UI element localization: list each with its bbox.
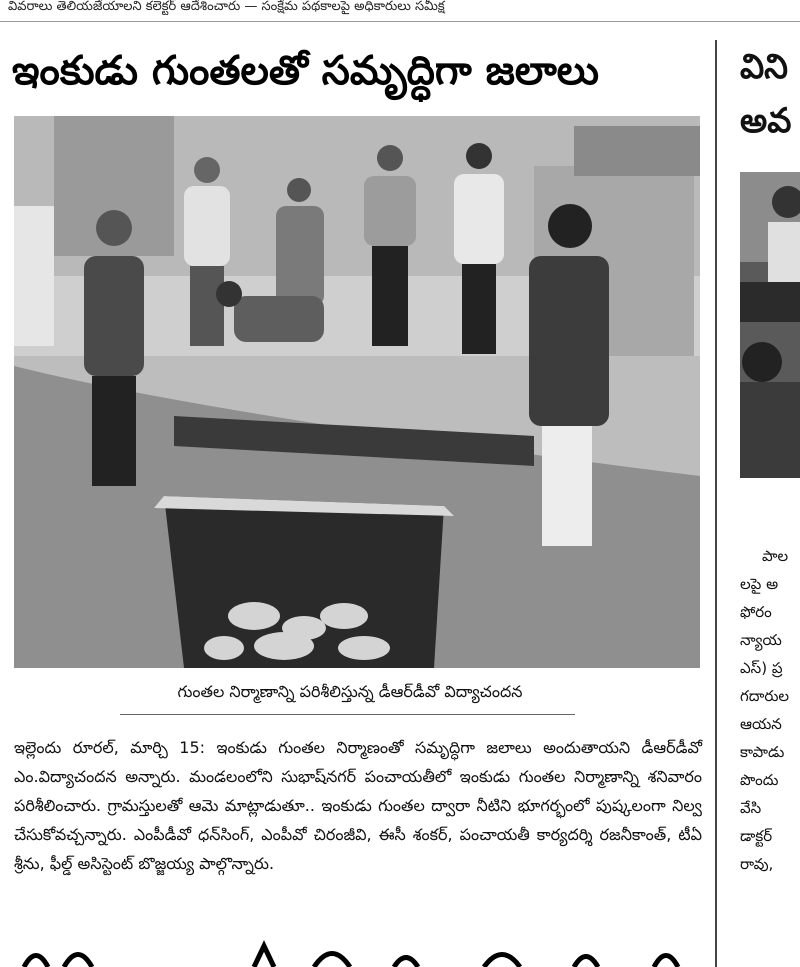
side-headline-line: విని	[740, 47, 789, 87]
column-divider	[715, 40, 717, 967]
top-strip: వివరాలు తెలియజేయాలని కలెక్టర్ ఆదేశించారు — సంక్షేమ పథకాలపై అధికారులు సమీక్ష	[0, 0, 800, 22]
next-headline-glyph-tops	[14, 936, 704, 967]
side-headline-line: అవ	[740, 101, 792, 141]
side-text-line: డాక్టర్	[740, 827, 773, 845]
side-text-line: న్యాయ	[740, 631, 782, 649]
side-text-line: పొందు	[740, 771, 779, 789]
side-text-line: ఎస్) ప్ర	[740, 659, 783, 677]
article-body: ఇల్లెందు రూరల్, మార్చి 15: ఇంకుడు గుంతల నిర్మాణంతో సమృద్ధిగా జలాలు అందుతాయని డీఆర్‌డీవో ఎం.విద్యాచందన అన్నారు. మండలంలోని సుభాష్‌నగర్ పంచాయతీలో ఇంకుడు గుంతల నిర్మాణాన్ని శనివారం పరిశీలించారు. గ్రామస్తులతో ఆమె మాట్లాడుతూ.. ఇంకుడు గుంతల ద్వారా నీటిని భూగర్భంలో పుష్కలంగా నిల్వ చేసుకోవచ్చన్నారు. ఎంపీడీవో ధన్‌సింగ్, ఎంపీవో చిరంజీవి, ఈసీ శంకర్, పంచాయతీ కార్యదర్శి రజనీకాంత్, టీఏ శ్రీను, ఫీల్డ్ అసిస్టెంట్ బొజ్జయ్య పాల్గొన్నారు.	[14, 738, 702, 873]
side-photo	[740, 172, 800, 478]
news-photo	[14, 116, 700, 668]
next-headline-partial	[14, 936, 704, 967]
side-text-line: ఫోరం	[740, 603, 772, 621]
side-text-line: ఆయన	[740, 715, 782, 733]
side-text-line: కాపాడు	[740, 743, 785, 761]
side-text-line: పాల	[762, 547, 789, 565]
side-photo-illustration	[740, 172, 800, 478]
photo-illustration	[14, 116, 700, 668]
side-text-line: రావు,	[740, 855, 774, 873]
photo-caption: గుంతల నిర్మాణాన్ని పరిశీలిస్తున్న డీఆర్‌డీవో విద్యాచందన	[177, 682, 523, 701]
side-article-text	[740, 542, 800, 878]
main-headline: ఇంకుడు గుంతలతో సమృద్ధిగా జలాలు	[12, 48, 599, 94]
side-text-line: లపై అ	[740, 575, 779, 593]
caption-divider	[120, 714, 575, 715]
side-headline	[740, 40, 800, 148]
side-text-line: వేసి	[740, 799, 762, 817]
side-text-line: గదారుల	[740, 687, 790, 705]
